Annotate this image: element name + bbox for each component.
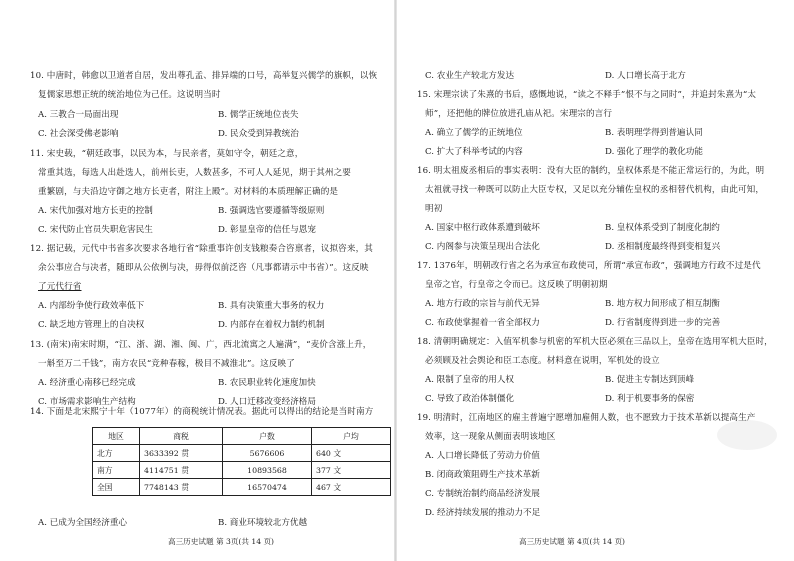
table-row [93,462,391,479]
q14-stem-line1: 14. 下面是北宋熙宁十年（1077年）的商税统计情况表。据此可以得出的结论是当时南方 [30,407,374,417]
q17-stem-line2: 皇帝之官，行皇帝之令而已。这反映了明朝初期 [425,280,608,290]
q16-stem-line2: 太祖就寻找一种既可以防止大臣专权，又足以充分辅佐皇权的丞相替代机构，由此可知， [425,185,765,195]
scan-smudge [717,420,777,450]
q11-option-c[interactable]: C. 宋代防止官员失职危害民生 [38,225,153,235]
q11-stem-line1: 11. 宋史载，“朝廷政事，以民为本，与民亲者，莫如守令，朝廷之意， [30,149,304,159]
table-cell: 南方 [93,462,140,479]
table-cell: 7748143 贯 [140,479,223,496]
q12-stem-line3: 了元代行省 [38,282,82,292]
q16-option-a[interactable]: A. 国家中枢行政体系遭到破坏 [425,223,540,233]
q13-stem-line2: 一斛至万二千钱”，南方农民“竞种春稼，极目不减淮北”。这反映了 [38,359,295,369]
table-header-row [93,428,391,445]
table-cell: 10893568 [223,462,312,479]
q18-option-c[interactable]: C. 导致了政治体制僵化 [425,394,515,404]
q18-option-a[interactable]: A. 限制了皇帝的用人权 [425,375,515,385]
q17-stem-line1: 17. 1376年，明朝改行省之名为承宣布政使司，所谓“承宣布政”，强调地方行政不过是代 [417,261,761,271]
q15-option-a[interactable]: A. 确立了儒学的正统地位 [425,128,523,138]
table-cell: 377 文 [312,462,391,479]
q16-option-d[interactable]: D. 丞相制度最终得到变相复兴 [605,242,721,252]
table-cell: 16570474 [223,479,312,496]
q13-option-d[interactable]: D. 人口迁移改变经济格局 [218,397,316,407]
q15-option-c[interactable]: C. 扩大了科举考试的内容 [425,147,523,157]
q10-option-b[interactable]: B. 儒学正统地位丧失 [218,110,299,120]
table-cell: 467 文 [312,479,391,496]
q11-stem-line2: 常重其选，每选人出赴选人，前州长吏，人数甚多，不可人人延见，期于其州之要 [38,168,351,178]
commercial-tax-table [92,427,391,496]
q16-option-b[interactable]: B. 皇权体系受到了制度化制约 [605,223,720,233]
q13-option-c[interactable]: C. 市场需求影响生产结构 [38,397,136,407]
q10-stem-line2: 复儒家思想正统的统治地位为己任。这说明当时 [38,90,221,100]
q13-option-a[interactable]: A. 经济重心南移已经完成 [38,378,136,388]
q19-option-c[interactable]: C. 专制统治制约商品经济发展 [425,489,540,499]
table-row [93,445,391,462]
table-cell: 4114751 贯 [140,462,223,479]
q16-stem-line1: 16. 明太祖废丞相后的事实表明：没有大臣的制约，皇权体系是不能正常运行的，为此，明 [417,166,765,176]
q15-option-d[interactable]: D. 强化了理学的教化功能 [605,147,703,157]
q15-option-b[interactable]: B. 表明理学得到普遍认同 [605,128,703,138]
q16-option-c[interactable]: C. 内阁参与决策呈现出合法化 [425,242,540,252]
q18-stem-line2: 必须顾及社会舆论和臣工态度。材料意在说明，军机处的设立 [425,356,660,366]
table-header-cell: 地区 [93,428,140,445]
q10-stem-line1: 10. 中唐时，韩愈以卫道者自居，发出尊孔孟、排异端的口号，高举复兴儒学的旗帜，以恢 [30,71,378,81]
table-cell: 北方 [93,445,140,462]
q12-stem-line2: 余公事应合与决者，随即从公依例与决，毋得似前泛咨（凡事都请示中书省）”。这反映 [38,263,369,273]
q15-stem-line1: 15. 宋理宗读了朱熹的书后，感慨地说，“读之不释手”恨不与之同时”，并追封朱熹为“太 [417,90,757,100]
q11-option-d[interactable]: D. 彰显皇帝的信任与恩宠 [218,225,316,235]
q19-option-a[interactable]: A. 人口增长降低了劳动力价值 [425,451,540,461]
q12-option-d[interactable]: D. 内部存在着权力制约机制 [218,320,325,330]
q18-stem-line1: 18. 清朝明确规定：入值军机参与机密的军机大臣必须在三品以上，皇帝在选用军机大臣时， [417,337,773,347]
page-footer-right: 高三历史试题 第 4页(共 14 页) [519,537,626,546]
q17-option-b[interactable]: B. 地方权力间形成了相互制衡 [605,299,720,309]
q10-option-d[interactable]: D. 民众受到异教统治 [218,129,299,139]
q13-option-b[interactable]: B. 农民职业转化速度加快 [218,378,316,388]
q14-option-d[interactable]: D. 人口增长高于北方 [605,71,686,81]
page-footer-left: 高三历史试题 第 3页(共 14 页) [168,537,275,546]
q16-stem-line3: 明初 [425,204,443,214]
table-row [93,479,391,496]
table-cell: 640 文 [312,445,391,462]
q14-option-c[interactable]: C. 农业生产较北方发达 [425,71,515,81]
q19-option-d[interactable]: D. 经济持续发展的推动力不足 [425,508,541,518]
q15-stem-line2: 师”，还把他的牌位放进孔庙从祀。宋理宗的言行 [425,109,613,119]
table-header-cell: 户均 [312,428,391,445]
right-page [397,0,794,561]
q17-option-a[interactable]: A. 地方行政的宗旨与前代无异 [425,299,540,309]
q12-stem-line1: 12. 据记载，元代中书省多次要求各地行省“除重事许创支钱粮奏合咨禀者，议拟咨来，其 [30,244,373,254]
table-cell: 全国 [93,479,140,496]
q11-stem-line3: 重繁剧，与夫沿边守御之地方长吏者，附注上殿”。对材料的本质理解正确的是 [38,187,339,197]
q17-option-d[interactable]: D. 行省制度得到进一步的完善 [605,318,721,328]
q17-option-c[interactable]: C. 布政使掌握着一省全部权力 [425,318,540,328]
q11-option-b[interactable]: B. 强调选官要遵循等级原则 [218,206,325,216]
q10-option-a[interactable]: A. 三教合一局面出现 [38,110,119,120]
q13-stem-line1: 13. (南宋)南宋时期，“江、浙、湖、湘、闽、广，西北流寓之人遍满”，“麦价含涨上升， [30,340,372,350]
table-header-cell: 商税 [140,428,223,445]
q12-option-b[interactable]: B. 具有决策重大事务的权力 [218,301,325,311]
q11-option-a[interactable]: A. 宋代加强对地方长吏的控制 [38,206,153,216]
q12-option-c[interactable]: C. 缺乏地方管理上的自决权 [38,320,145,330]
q10-option-c[interactable]: C. 社会深受佛老影响 [38,129,119,139]
q19-option-b[interactable]: B. 闭商政策阻碍生产技术革新 [425,470,540,480]
q19-stem-line2: 效率，这一现象从侧面表明该地区 [425,432,556,442]
table-cell: 3633392 贯 [140,445,223,462]
q12-option-a[interactable]: A. 内部纷争使行政效率低下 [38,301,145,311]
q14-option-b[interactable]: B. 商业环境较北方优越 [218,518,308,528]
q18-option-b[interactable]: B. 促进主专制达到顶峰 [605,375,695,385]
table-cell: 5676606 [223,445,312,462]
table-header-cell: 户数 [223,428,312,445]
q14-option-a[interactable]: A. 已成为全国经济重心 [38,518,128,528]
q19-stem-line1: 19. 明清时，江南地区的雇主普遍宁愿增加雇佣人数，也不愿致力于技术革新以提高生产 [417,413,756,423]
q18-option-d[interactable]: D. 利于机要事务的保密 [605,394,695,404]
